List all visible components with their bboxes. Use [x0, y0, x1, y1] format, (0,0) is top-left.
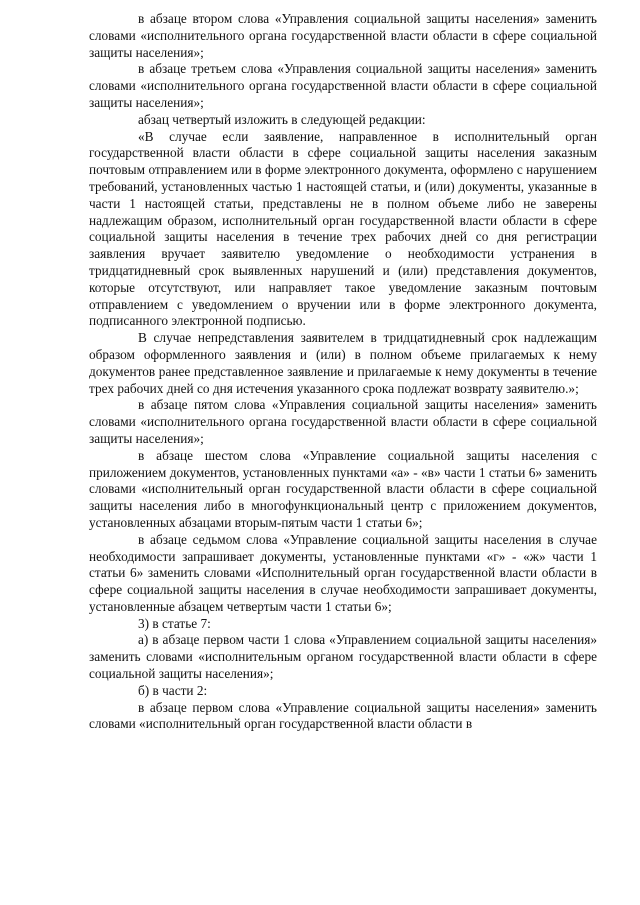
paragraph-2: в абзаце третьем слова «Управления социальной защиты населения» заменить словами «исполнительного органа государственной власти области в сфере социальной защиты населения»; — [89, 61, 597, 110]
document-page — [89, 11, 597, 733]
paragraph-4: «В случае если заявление, направленное в исполнительный орган государственной власти области в сфере социальной защиты населения заказным почтовым отправлением или в форме электронного документа, оформлено с нарушением требований, установленных частью 1 настоящей статьи, и (или) документы, указанные в части 1 настоящей статьи, представлены не в полном объеме либо не заверены надлежащим образом, исполнительный орган государственной власти области в сфере социальной защиты населения в течение трех рабочих дней со дня регистрации заявления вручает заявителю уведомление о необходимости устранения в тридцатидневный срок выявленных нарушений и (или) представления документов, которые отсутствуют, или направляет такое уведомление заказным почтовым отправлением с уведомлением о вручении или в форме электронного документа, подписанного электронной подписью. — [89, 128, 597, 329]
paragraph-12: в абзаце первом слова «Управление социальной защиты населения» заменить словами «исполнительный орган государственной власти области в — [89, 699, 597, 732]
paragraph-10: а) в абзаце первом части 1 слова «Управлением социальной защиты населения» заменить словами «исполнительным органом государственной власти области в сфере социальной защиты населения»; — [89, 632, 597, 682]
paragraph-8: в абзаце седьмом слова «Управление социальной защиты населения в случае необходимости запрашивает документы, установленные пунктами «г» - «ж» части 1 статьи 6» заменить словами «Исполнительный орган государственной власти области в сфере социальной защиты населения в случае необходимости запрашивает документы, установленные абзацем четвертым части 1 статьи 6»; — [89, 531, 597, 614]
paragraph-1: в абзаце втором слова «Управления социальной защиты населения» заменить словами «исполнительного органа государственной власти области в сфере социальной защиты населения»; — [89, 11, 597, 60]
paragraph-5: В случае непредставления заявителем в тридцатидневный срок надлежащим образом оформленного заявления и (или) в полном объеме прилагаемых к нему документов ранее представленное заявление и прилагаемые к нему документы в течение трех рабочих дней со дня истечения указанного срока подлежат возврату заявителю.»; — [89, 330, 597, 396]
paragraph-9: 3) в статье 7: — [138, 615, 211, 631]
paragraph-3: абзац четвертый изложить в следующей редакции: — [138, 111, 426, 127]
paragraph-11: б) в части 2: — [138, 682, 208, 698]
paragraph-6: в абзаце пятом слова «Управления социальной защиты населения» заменить словами «исполнительного органа государственной власти области в сфере социальной защиты населения»; — [89, 397, 597, 446]
paragraph-7: в абзаце шестом слова «Управление социальной защиты населения с приложением документов, установленных пунктами «а» - «в» части 1 статьи 6» заменить словами «исполнительный орган государственной власти области в сфере социальной защиты населения либо в многофункциональный центр с приложением документов, установленных абзацами вторым-пятым части 1 статьи 6»; — [89, 447, 597, 530]
